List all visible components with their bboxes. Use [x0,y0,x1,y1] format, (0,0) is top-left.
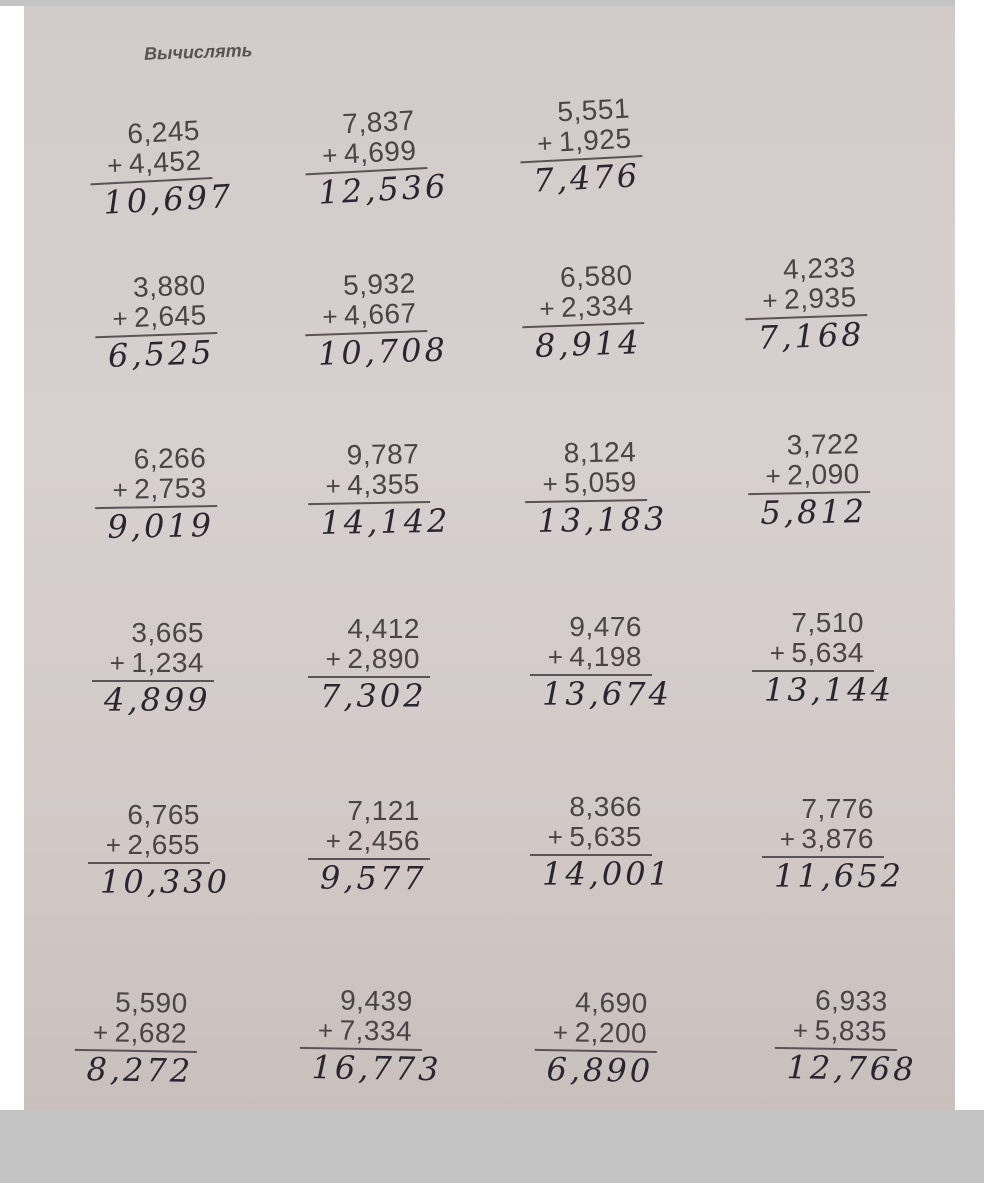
second-addend: 2,456 [347,825,420,856]
first-addend: 4,233 [782,251,857,285]
addition-problem [299,984,442,1097]
addition-problem [94,443,226,555]
handwritten-answer: 8,272 [86,1050,194,1090]
plus-sign: + [779,824,796,854]
second-addend-row [326,644,420,674]
handwritten-answer: 14,142 [320,501,451,542]
second-addend-row [536,124,632,159]
second-addend: 2,935 [783,281,858,315]
plus-sign: + [325,644,342,674]
first-addend: 7,776 [801,793,874,824]
second-addend: 2,645 [133,299,208,333]
addition-problem [517,93,653,210]
addition-problem [303,267,449,382]
plus-sign: + [109,648,126,678]
addition-problem [88,799,230,910]
second-addend-row [112,473,207,505]
first-addend: 8,124 [563,436,637,469]
second-addend-row [326,826,420,856]
handwritten-answer: 4,899 [104,681,211,719]
second-addend-row [765,459,860,491]
first-addend: 3,722 [786,428,860,461]
first-addend: 6,580 [559,259,634,293]
first-addend: 9,476 [569,611,642,642]
first-addend: 4,690 [574,986,648,1019]
handwritten-answer: 6,525 [107,333,216,375]
first-addend: 6,266 [133,442,207,475]
first-addend: 9,439 [339,984,413,1017]
plus-sign: + [765,460,782,491]
second-addend-row [112,300,207,333]
handwritten-answer: 13,144 [764,671,894,709]
handwritten-answer: 12,768 [786,1048,917,1089]
plus-sign: + [321,139,339,171]
first-addend: 8,366 [569,791,642,822]
second-addend: 2,655 [127,829,200,860]
second-addend-row [542,467,637,499]
first-addend: 5,551 [556,92,631,128]
first-addend: 6,245 [126,114,201,150]
addition-problem [743,252,877,366]
plus-sign: + [325,826,342,856]
second-addend: 4,355 [346,468,421,501]
second-addend: 5,634 [791,637,864,668]
handwritten-answer: 9,019 [107,506,215,546]
plus-sign: + [106,149,124,181]
first-addend: 5,590 [114,986,188,1019]
second-addend-row [539,290,634,323]
plus-sign: + [111,303,129,334]
second-addend: 5,059 [563,466,638,499]
addition-problem [302,104,450,222]
second-addend-row [780,824,874,854]
first-addend: 9,787 [346,438,420,471]
plus-sign: + [317,1015,334,1046]
handwritten-answer: 10,330 [100,863,230,901]
addition-problem [747,429,879,541]
second-addend: 2,753 [133,472,208,505]
handwritten-answer: 9,577 [320,859,427,897]
plus-sign: + [538,293,556,324]
second-addend-row [106,146,202,181]
second-addend-row [770,638,864,668]
first-addend: 7,837 [341,104,416,140]
second-addend: 1,234 [131,647,204,678]
second-addend: 2,334 [560,289,635,323]
plus-sign: + [92,1017,109,1048]
handwritten-answer: 10,708 [317,330,449,373]
left-margin [0,6,24,1110]
second-addend: 2,890 [347,643,420,674]
addition-problem [524,436,668,549]
plus-sign: + [542,468,559,499]
addition-problem [308,796,438,906]
plus-sign: + [105,830,122,860]
worksheet-title: Вычислять [143,40,253,64]
second-addend-row [793,1015,888,1047]
second-addend: 4,198 [569,641,642,672]
handwritten-answer: 10,697 [102,176,235,222]
handwritten-answer: 11,652 [774,857,904,895]
addition-problem [74,987,206,1099]
second-addend-row [548,822,642,852]
handwritten-answer: 16,773 [311,1048,442,1089]
second-addend-row [318,1015,413,1047]
second-addend: 4,452 [128,144,203,180]
handwritten-answer: 13,183 [537,499,668,540]
handwritten-answer: 5,812 [760,492,868,532]
addition-problem [762,793,904,904]
first-addend: 6,765 [127,799,200,830]
plus-sign: + [547,642,564,672]
second-addend: 1,925 [558,122,633,158]
plus-sign: + [769,638,786,668]
second-addend-row [106,830,200,860]
addition-problem [530,611,672,722]
handwritten-answer: 8,914 [534,323,643,365]
second-addend: 2,200 [574,1016,648,1049]
bottom-band [0,1110,984,1183]
handwritten-answer: 7,168 [757,315,866,357]
plus-sign: + [761,285,779,316]
second-addend: 4,667 [343,297,418,331]
addition-problem [307,438,451,551]
plus-sign: + [536,127,554,159]
handwritten-answer: 12,536 [317,166,450,212]
plus-sign: + [547,822,564,852]
second-addend-row [321,136,417,171]
first-addend: 7,121 [347,795,420,826]
first-addend: 3,880 [132,269,207,303]
second-addend: 2,090 [786,458,861,491]
addition-problem [87,114,235,232]
first-addend: 6,933 [814,984,888,1017]
plus-sign: + [321,301,339,332]
first-addend: 4,412 [347,613,420,644]
second-addend: 7,334 [339,1014,413,1047]
addition-problem [93,270,227,384]
first-addend: 7,510 [791,607,864,638]
second-addend: 2,682 [114,1016,188,1049]
second-addend: 5,835 [814,1014,888,1047]
second-addend-row [548,642,642,672]
second-addend-row [93,1017,188,1049]
addition-problem [752,607,894,718]
second-addend-row [110,648,204,678]
handwritten-answer: 13,674 [542,675,672,713]
handwritten-answer: 14,001 [542,855,672,893]
handwritten-answer: 6,890 [546,1050,654,1090]
handwritten-answer: 7,476 [532,156,641,200]
addition-problem [774,984,917,1097]
right-margin [955,0,984,1110]
addition-problem [92,618,222,728]
plus-sign: + [552,1017,569,1048]
second-addend-row [322,298,417,331]
second-addend: 4,699 [343,134,418,170]
addition-problem [308,614,438,724]
second-addend-row [553,1017,648,1049]
second-addend-row [762,282,857,315]
addition-problem [520,260,654,374]
first-addend: 3,665 [131,617,204,648]
plus-sign: + [112,474,129,505]
second-addend-row [325,469,420,501]
plus-sign: + [325,470,342,501]
addition-problem [534,987,666,1099]
plus-sign: + [792,1015,809,1046]
second-addend: 5,635 [569,821,642,852]
addition-problem [530,791,672,902]
handwritten-answer: 7,302 [320,677,427,715]
second-addend: 3,876 [801,823,874,854]
first-addend: 5,932 [342,267,417,301]
